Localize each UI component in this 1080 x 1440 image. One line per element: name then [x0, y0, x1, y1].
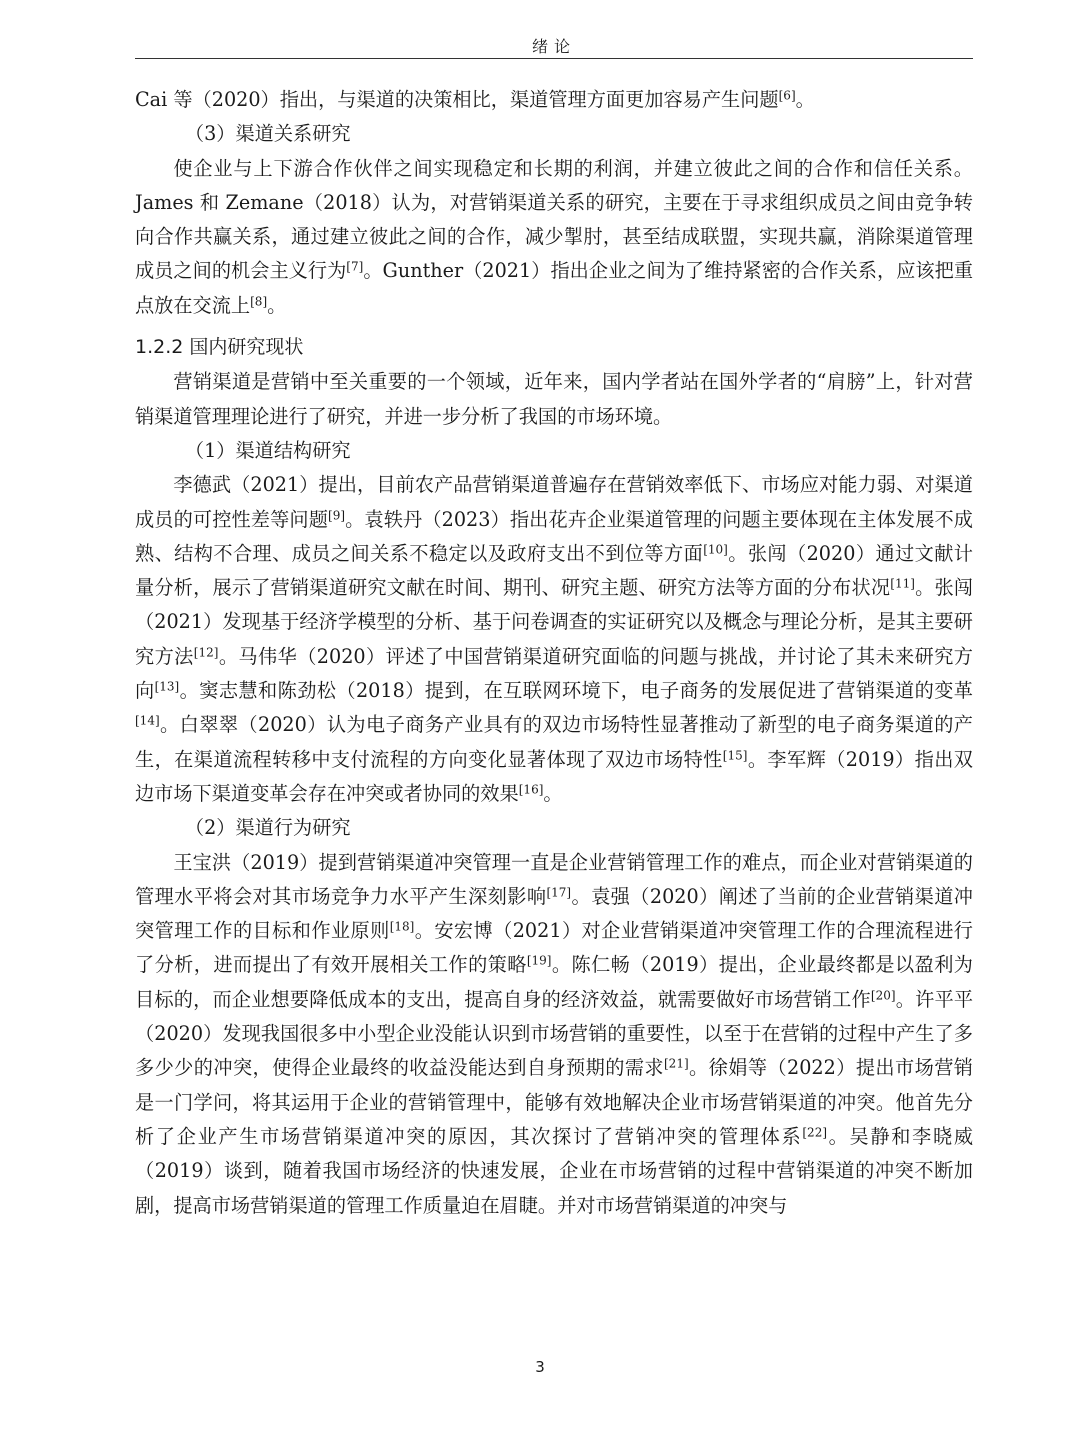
text-run: 。李军辉（2019）指出双边市场下渠道变革会存在冲突或者协同的效果: [135, 747, 973, 805]
running-header-title: 绪论: [531, 37, 576, 56]
text-run: 李德武（2021）提出，目前农产品营销渠道普遍存在营销效率低下、市场应对能力弱、对渠道成员的可控性差等问题: [135, 473, 973, 531]
body-paragraph: [135, 846, 973, 1223]
text-run: 。许平平（2020）发现我国很多中小型企业没能认识到市场营销的重要性，以至于在营销的过程中产生了多多少少的冲突，使得企业最终的收益没能达到自身预期的需求: [135, 987, 974, 1080]
text-run: Cai 等（2020）指出，与渠道的决策相比，渠道管理方面更加容易产生问题: [135, 88, 779, 111]
text-run: 。: [543, 781, 563, 805]
text-run: 。窦志慧和陈劲松（2018）提到，在互联网环境下，电子商务的发展促进了营销渠道的变革: [179, 679, 973, 703]
body-paragraph: [135, 83, 973, 117]
citation-ref: [14]: [135, 713, 160, 728]
citation-ref: [15]: [722, 748, 748, 763]
text-run: 。陈仁畅（2019）提出，企业最终都是以盈利为目标的，而企业想要降低成本的支出，提高自身的经济效益，就需要做好市场营销工作: [135, 953, 973, 1011]
citation-ref: [16]: [518, 782, 544, 797]
text-run: 。安宏博（2021）对企业营销渠道冲突管理工作的合理流程进行了分析，进而提出了有效开展相关工作的策略: [135, 919, 973, 977]
citation-ref: [22]: [802, 1125, 828, 1140]
citation-ref: [13]: [154, 679, 180, 694]
text-run: 。: [795, 88, 815, 111]
text-run: 。张闯（2020）通过文献计量分析，展示了营销渠道研究文献在时间、期刊、研究主题、研究方法等方面的分布状况: [135, 541, 973, 600]
text-run: 。吴静和李晓威（2019）谈到，随着我国市场经济的快速发展，企业在市场营销的过程中营销渠道的冲突不断加剧，提高市场营销渠道的管理工作质量迫在眉睫。并对市场营销渠道的冲突与: [135, 1124, 974, 1217]
citation-ref: [18]: [389, 919, 415, 934]
text-run: 。张闯（2021）发现基于经济学模型的分析、基于问卷调查的实证研究以及概念与理论分析，是其主要研究方法: [135, 576, 974, 668]
citation-ref: [7]: [346, 259, 364, 274]
subsection-heading: [135, 811, 973, 845]
text-run: 。: [267, 293, 287, 317]
text-run: 使企业与上下游合作伙伴之间实现稳定和长期的利润，并建立彼此之间的合作和信任关系。James 和 Zemane（2018）认为，对营销渠道关系的研究，主要在于寻求组织成员之间由竞争转向合作共赢关系，通过建立彼此之间的合作，减少掣肘，甚至结成联盟，实现共赢，消除渠道管理成员之间的机会主义行为: [135, 156, 973, 283]
subsection-heading: [135, 434, 973, 468]
text-run: （2）渠道行为研究: [184, 816, 351, 840]
text-run: （3）渠道关系研究: [184, 122, 351, 146]
citation-ref: [11]: [890, 576, 915, 591]
page-number: 3: [535, 1358, 545, 1376]
citation-ref: [8]: [250, 294, 268, 309]
text-run: 。徐娟等（2022）提出市场营销是一门学问，将其运用于企业的营销管理中，能够有效地解决企业市场营销渠道的冲突。他首先分析了企业产生市场营销渠道冲突的原因，其次探讨了营销冲突的管理体系: [135, 1056, 973, 1148]
text-run: 王宝洪（2019）提到营销渠道冲突管理一直是企业营销管理工作的难点，而企业对营销渠道的管理水平将会对其市场竞争力水平产生深刻影响: [135, 850, 973, 908]
citation-ref: [21]: [664, 1056, 689, 1071]
body-paragraph: [135, 152, 973, 323]
text-run: 1.2.2 国内研究现状: [135, 336, 304, 359]
citation-ref: [12]: [193, 645, 219, 660]
text-run: 。袁轶丹（2023）指出花卉企业渠道管理的问题主要体现在主体发展不成熟、结构不合理、成员之间关系不稳定以及政府支出不到位等方面: [135, 507, 973, 565]
text-run: 。白翠翠（2020）认为电子商务产业具有的双边市场特性显著推动了新型的电子商务渠道的产生，在渠道流程转移中支付流程的方向变化显著体现了双边市场特性: [135, 713, 973, 771]
citation-ref: [19]: [526, 953, 552, 968]
body-paragraph: [135, 365, 973, 434]
text-run: 。马伟华（2020）评述了中国营销渠道研究面临的问题与挑战，并讨论了其未来研究方向: [135, 644, 973, 703]
text-run: （1）渠道结构研究: [184, 438, 351, 462]
text-run: 。袁强（2020）阐述了当前的企业营销渠道冲突管理工作的目标和作业原则: [135, 884, 973, 943]
text-run: 营销渠道是营销中至关重要的一个领域，近年来，国内学者站在国外学者的“肩膀”上，针对营销渠道管理理论进行了研究，并进一步分析了我国的市场环境。: [135, 370, 973, 428]
citation-ref: [17]: [546, 885, 572, 900]
subsection-heading: [135, 117, 973, 151]
section-heading: [135, 323, 973, 365]
citation-ref: [10]: [703, 542, 728, 557]
citation-ref: [9]: [328, 507, 346, 522]
header-rule: [135, 58, 973, 59]
citation-ref: [20]: [870, 988, 896, 1003]
page-body: [135, 83, 973, 1223]
text-run: 。Gunther（2021）指出企业之间为了维持紧密的合作关系，应该把重点放在交流上: [135, 259, 974, 317]
citation-ref: [6]: [778, 88, 796, 103]
body-paragraph: [135, 468, 973, 811]
